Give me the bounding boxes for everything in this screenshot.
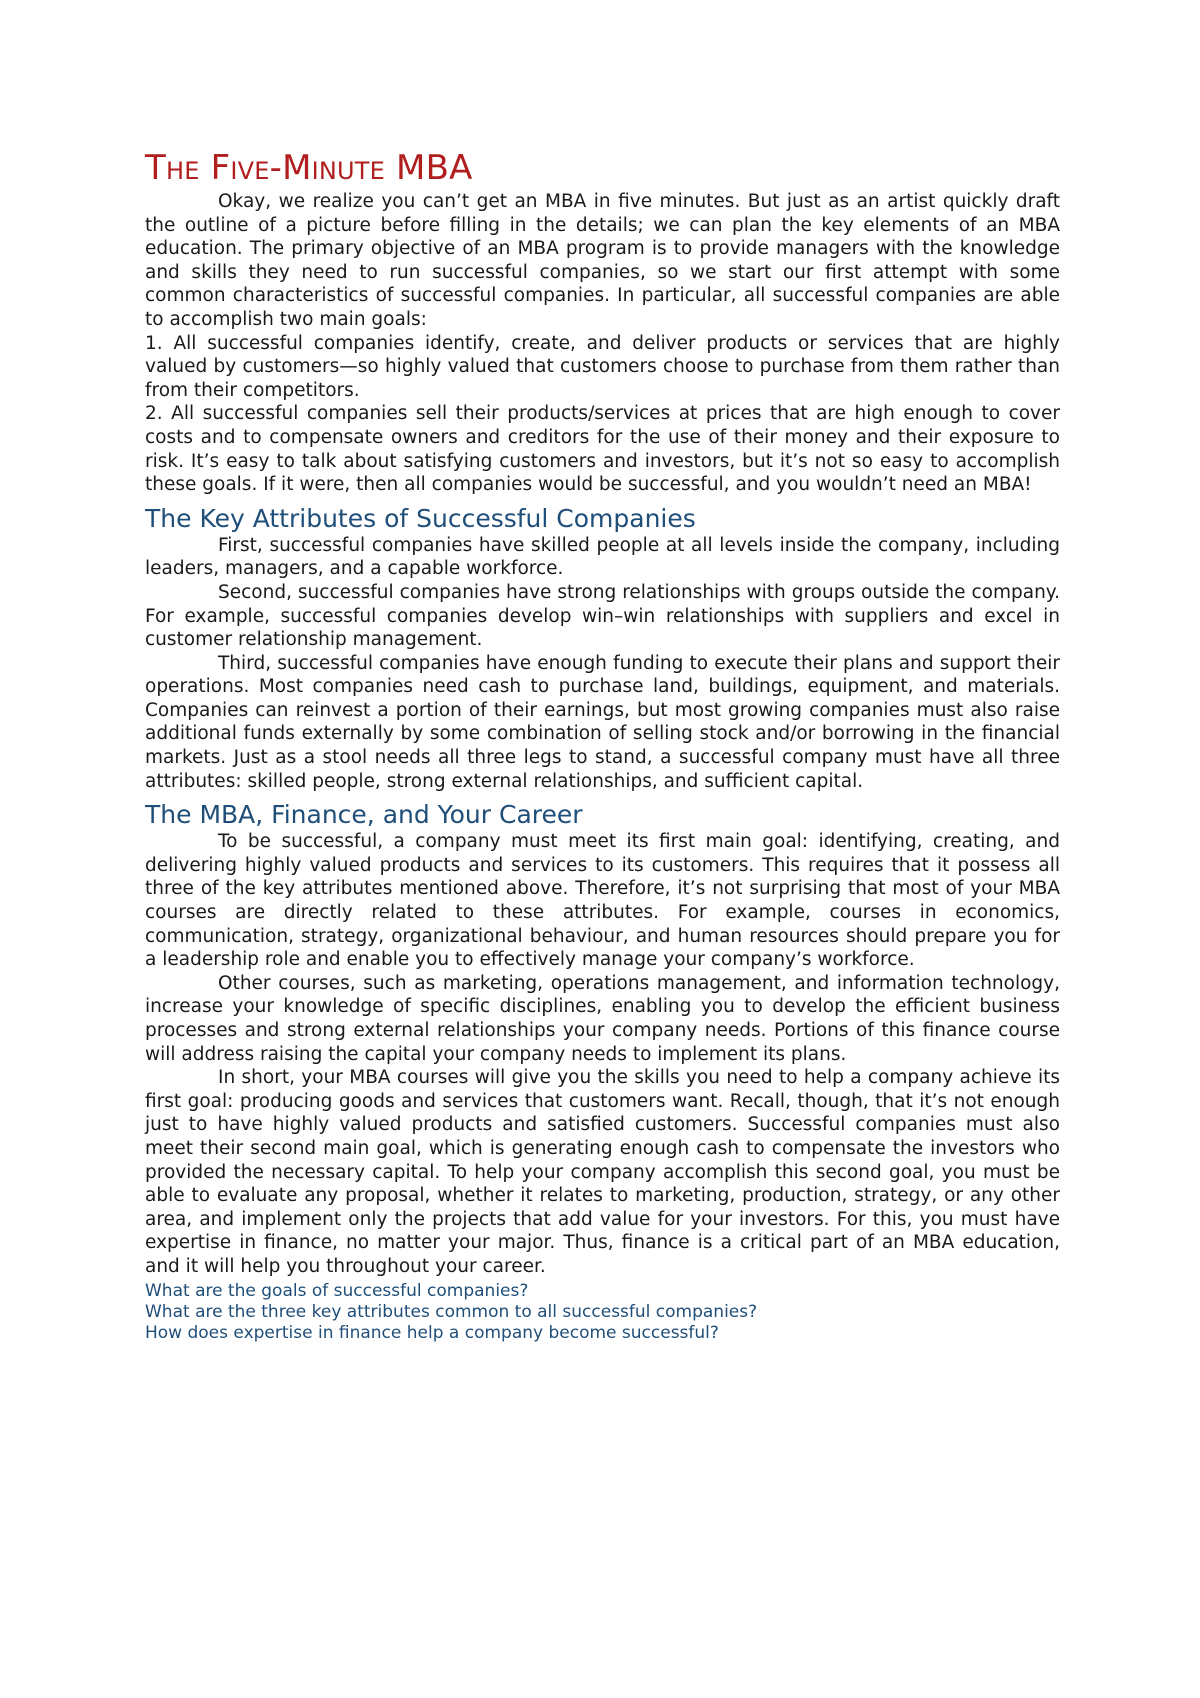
intro-paragraph: Okay, we realize you can’t get an MBA in five minutes. But just as an artist quickly draft the outline of a picture before filling in the details; we can plan the key elements of an MBA education. The primary objective of an MBA program is to provide managers with the knowledge and skills they need to run successful companies, so we start our first attempt with some common characteristics of successful companies. In particular, all successful companies are able to accomplish two main goals:: [145, 191, 1060, 330]
key-attributes-paragraph-2: Second, successful companies have strong relationships with groups outside the company. For example, successful companies develop win–win relationships with suppliers and excel in customer relationship management.: [145, 581, 1060, 651]
career-paragraph-1: To be successful, a company must meet its first main goal: identifying, creating, and delivering highly valued products and services to its customers. This requires that it possess all three of the key attributes mentioned above. Therefore, it’s not surprising that most of your MBA courses are directly related to these attributes. For example, courses in economics, communication, strategy, organizational behaviour, and human resources should prepare you for a leadership role and enable you to effectively manage your company’s workforce.: [145, 831, 1060, 971]
key-attributes-paragraph-1: First, successful companies have skilled people at all levels inside the company, including leaders, managers, and a capable workforce.: [145, 534, 1060, 580]
document-page: [145, 148, 1060, 1344]
section-heading-mba-finance-career: The MBA, Finance, and Your Career: [145, 800, 583, 830]
review-questions: [145, 1281, 1060, 1344]
goal-one-item: 1. All successful companies identify, create, and deliver products or services that are highly valued by customers—so highly valued that customers choose to purchase from them rather than from their competitors.: [145, 332, 1060, 401]
key-attributes-paragraph-3: Third, successful companies have enough funding to execute their plans and support their operations. Most companies need cash to purchase land, buildings, equipment, and materials. Companies can reinvest a portion of their earnings, but most growing companies must also raise additional funds externally by some combination of selling stock and/or borrowing in the financial markets. Just as a stool needs all three legs to stand, a successful company must have all three attributes: skilled people, strong external relationships, and sufficient capital.: [145, 652, 1060, 792]
review-question: What are the three key attributes common to all successful companies?: [145, 1301, 758, 1322]
section-heading-key-attributes: The Key Attributes of Successful Companies: [145, 503, 696, 533]
review-question: How does expertise in finance help a company become successful?: [145, 1322, 719, 1343]
review-question: What are the goals of successful companies?: [145, 1280, 529, 1301]
document-title: The Five-Minute MBA: [145, 148, 473, 188]
career-paragraph-2: Other courses, such as marketing, operations management, and information technology, increase your knowledge of specific disciplines, enabling you to develop the efficient business processes and strong external relationships your company needs. Portions of this finance course will address raising the capital your company needs to implement its plans.: [145, 972, 1060, 1065]
career-paragraph-3: In short, your MBA courses will give you the skills you need to help a company achieve its first goal: producing goods and services that customers want. Recall, though, that it’s not enough just to have highly valued products and satisfied customers. Successful companies must also meet their second main goal, which is generating enough cash to compensate the investors who provided the necessary capital. To help your company accomplish this second goal, you must be able to evaluate any proposal, whether it relates to marketing, production, strategy, or any other area, and implement only the projects that add value for your investors. For this, you must have expertise in finance, no matter your major. Thus, finance is a critical part of an MBA education, and it will help you throughout your career.: [145, 1067, 1060, 1277]
goal-two-item: 2. All successful companies sell their products/services at prices that are high enough to cover costs and to compensate owners and creditors for the use of their money and their exposure to risk. It’s easy to talk about satisfying customers and investors, but it’s not so easy to accomplish these goals. If it were, then all companies would be successful, and you wouldn’t need an MBA!: [145, 403, 1060, 496]
